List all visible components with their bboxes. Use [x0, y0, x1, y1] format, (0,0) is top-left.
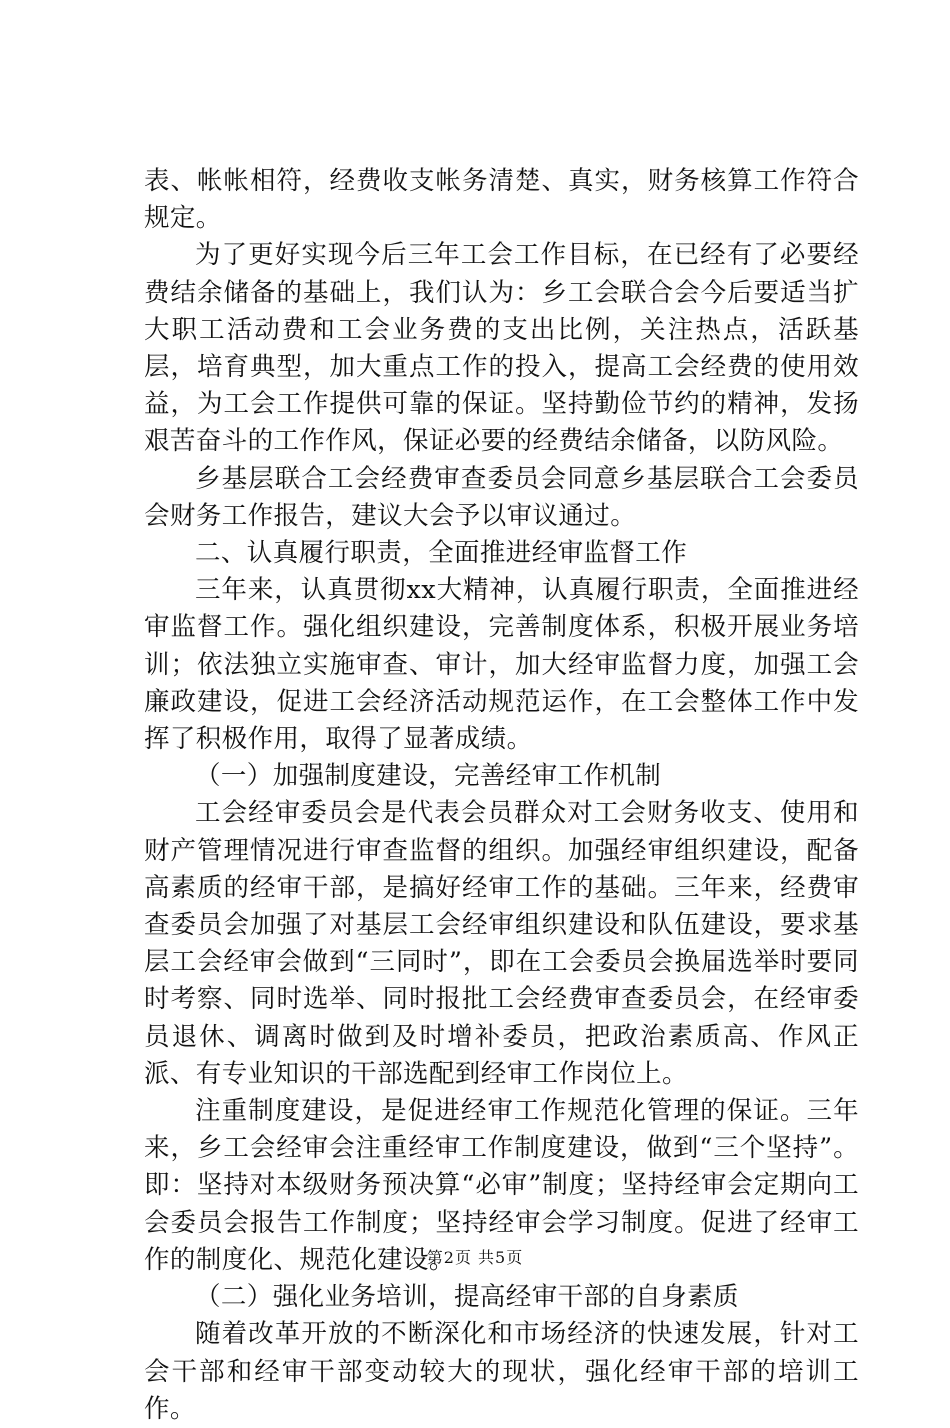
- paragraph-6: 注重制度建设，是促进经审工作规范化管理的保证。三年来，乡工会经审会注重经审工作制度建设，做到“三个坚持”。即：坚持对本级财务预决算“必审”制度；坚持经审会定期向工会委员会报告工作制度；坚持经审会学习制度。促进了经审工作的制度化、规范化建设。: [144, 1096, 859, 1275]
- subsection-heading-2: （二）强化业务培训，提高经审干部的自身素质: [195, 1282, 739, 1313]
- paragraph-7: 随着改革开放的不断深化和市场经济的快速发展，针对工会干部和经审干部变动较大的现状，强化经审干部的培训工作。: [144, 1319, 859, 1424]
- subsection-heading-1: （一）加强制度建设，完善经审工作机制: [195, 761, 662, 792]
- page-number-footer: 第2页 共5页: [426, 1248, 524, 1267]
- paragraph-2: 为了更好实现今后三年工会工作目标，在已经有了必要经费结余储备的基础上，我们认为：乡工会联合会今后要适当扩大职工活动费和工会业务费的支出比例，关注热点，活跃基层，培育典型，加大重点工作的投入，提高工会经费的使用效益，为工会工作提供可靠的保证。坚持勤俭节约的精神，发扬艰苦奋斗的工作作风，保证必要的经费结余储备，以防风险。: [144, 240, 859, 457]
- paragraph-1: 表、帐帐相符，经费收支帐务清楚、真实，财务核算工作符合规定。: [144, 166, 859, 234]
- document-body: [144, 163, 859, 1428]
- paragraph-5: 工会经审委员会是代表会员群众对工会财务收支、使用和财产管理情况进行审查监督的组织。加强经审组织建设，配备高素质的经审干部，是搞好经审工作的基础。三年来，经费审查委员会加强了对基层工会经审组织建设和队伍建设，要求基层工会经审会做到“三同时”，即在工会委员会换届选举时要同时考察、同时选举、同时报批工会经费审查委员会，在经审委员退休、调离时做到及时增补委员，把政治素质高、作风正派、有专业知识的干部选配到经审工作岗位上。: [144, 798, 859, 1089]
- paragraph-4: 三年来，认真贯彻xx大精神，认真履行职责，全面推进经审监督工作。强化组织建设，完善制度体系，积极开展业务培训；依法独立实施审查、审计，加大经审监督力度，加强工会廉政建设，促进工会经济活动规范运作，在工会整体工作中发挥了积极作用，取得了显著成绩。: [144, 575, 859, 755]
- paragraph-3: 乡基层联合工会经费审查委员会同意乡基层联合工会委员会财务工作报告，建议大会予以审议通过。: [144, 463, 859, 531]
- section-heading-2: 二、认真履行职责，全面推进经审监督工作: [195, 538, 688, 569]
